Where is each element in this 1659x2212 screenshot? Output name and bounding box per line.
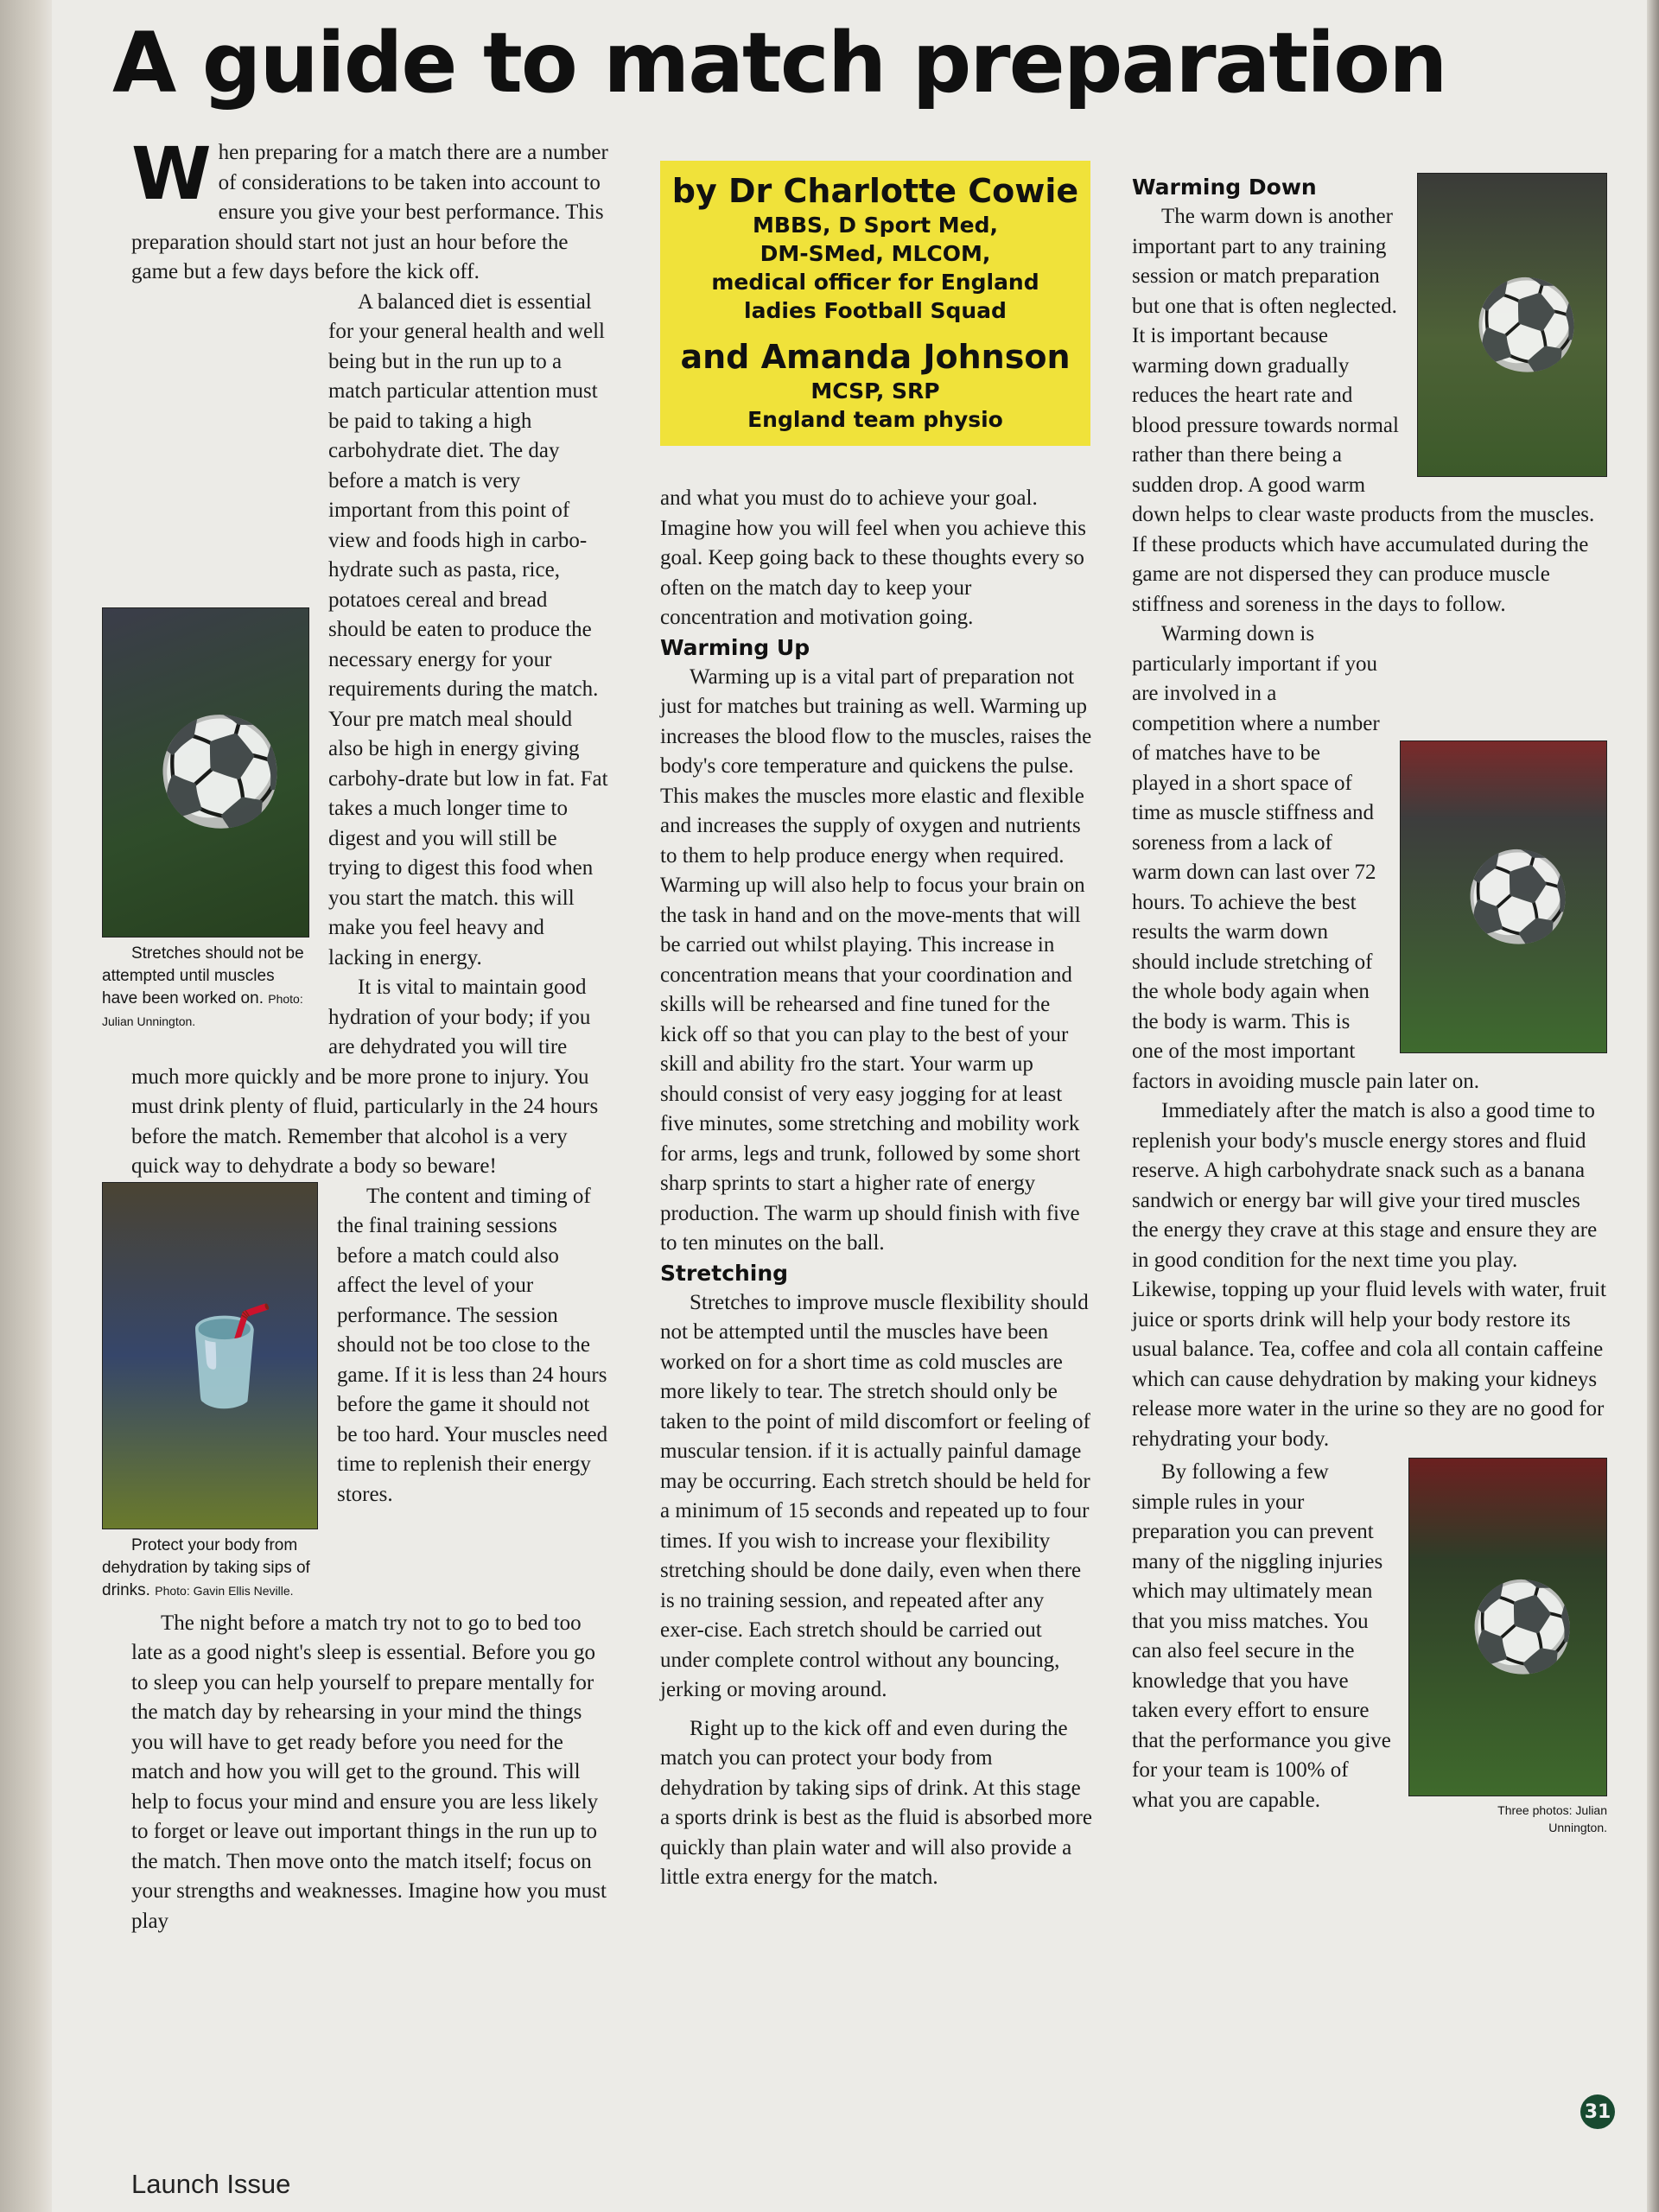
photo1-block xyxy=(102,607,309,1033)
photo-player-drinking xyxy=(102,1182,318,1529)
byline-author-1: by Dr Charlotte Cowie xyxy=(671,172,1079,210)
byline-credentials-2: DM-SMed, MLCOM, xyxy=(760,241,991,266)
stretching-player-icon: ⚽ xyxy=(1464,845,1573,947)
column-1 xyxy=(102,131,608,1936)
photo-warm-down-3 xyxy=(1408,1458,1607,1796)
col1-p4-text: The content and timing of the final training sessions before a match could also affect the level of your performance. The session should not be too close to the game. If it is less than 24 hours before the game it should not be too hard. Your muscles need time to replenish their energy stores. xyxy=(337,1184,608,1506)
col3-paragraph-2 xyxy=(1132,620,1607,1096)
column-2 xyxy=(660,484,1092,1893)
photo2-caption: Protect your body from dehydration by taking sips of drinks. Photo: Gavin Ellis Neville. xyxy=(102,1535,310,1599)
drop-cap: W xyxy=(131,131,212,216)
col2-paragraph-4: Right up to the kick off and even during the match you can protect your body from dehydration by taking sips of drink. At this stage a sports drink is best as the fluid is absorbed more quickly than plain water and will also provide a little extra energy for the match. xyxy=(660,1716,1092,1889)
page-number-badge: 31 xyxy=(1580,2094,1615,2129)
col3-paragraph-1 xyxy=(1132,202,1607,620)
drink-bottle-icon: 🥤 xyxy=(165,1300,284,1411)
col3-p1-text: The warm down is another important part to any training session or match preparation but one that is often neglected. It is important because warming down gradually reduces the heart rate and blood pressure towards normal rather than there being a sudden drop. A good warm down helps to clear waste products from the muscles. If these products which have accumulated during the game are not dispersed they can produce muscle stiffness and soreness in the days to follow. xyxy=(1132,205,1595,616)
heading-stretching: Stretching xyxy=(660,1260,789,1286)
byline-role-3: England team physio xyxy=(747,407,1003,432)
col1-paragraph-5: The night before a match try not to go to bed too late as a good night's sleep is essential. Before you go to sleep you can help yourself to prepare mentally for the match day by rehearsing in your mind the things you will have to get ready before you need for the match and how you will get to the ground. This will help to focus your mind and ensure you are less likely to forget or leave out important things in the run up to the match. Then move onto the match itself; focus on your strengths and weaknesses. Imagine how you must play xyxy=(131,1611,607,1933)
photo-warm-down-1 xyxy=(1417,173,1607,477)
col3-paragraph-3: Immediately after the match is also a good time to replenish your body's muscle energy stores and fluid reserve. A high carbohydrate snack such as a banana sandwich or energy bar will give your tired muscles the energy they crave at this stage and ensure they are in good condition for the next time you play. Likewise, topping up your fluid levels with water, fruit juice or sports drink will help your body restore its usual balance. Tea, coffee and cola all contain caffeine which can cause dehydration by making your kidneys release more water in the urine so they are no good for rehydrating your body. xyxy=(1132,1099,1606,1451)
col3-p4-text: By following a few simple rules in your preparation you can prevent many of the niggling injuries which may ultimately mean that you miss matches. You can also feel secure in the knowledge that you have taken every effort to ensure that the performance you give for your team is 100% of what you are capable. xyxy=(1132,1460,1391,1812)
photo2-credit: Photo: Gavin Ellis Neville. xyxy=(155,1583,294,1598)
photo1-caption: Stretches should not be attempted until muscles have been worked on. Photo: Julian Unnington. xyxy=(102,944,304,1028)
page-edge xyxy=(1647,0,1659,2212)
col3-paragraph-4 xyxy=(1132,1458,1607,1834)
photo3-credit: Three photos: Julian Unnington. xyxy=(1497,1803,1607,1834)
page-gutter xyxy=(0,0,52,2212)
heading-warming-down: Warming Down xyxy=(1132,175,1317,200)
kicking-player-icon: ⚽ xyxy=(1472,273,1581,375)
byline-box xyxy=(660,161,1090,446)
kicking-player-icon-2: ⚽ xyxy=(1468,1575,1577,1677)
col1-paragraph-2 xyxy=(102,288,608,1028)
byline-role-2: ladies Football Squad xyxy=(744,298,1007,323)
col2-paragraph-3: Stretches to improve muscle flexibility should not be attempted until the muscles have been worked on for a short time as cold muscles are more likely to tear. The stretch should only be taken to the point of mild discomfort or feeling of muscular tension. if it is actually painful damage may be occurring. Each stretch should be held for a minimum of 15 seconds and repeated up to four times. If you wish to increase your flexibility stretching should be done daily, even when there is no training session, and repeated after any exer-cise. Each stretch should be carried out under complete control without any bouncing, jerking or moving around. xyxy=(660,1290,1090,1701)
byline-author-2: and Amanda Johnson xyxy=(680,338,1071,376)
column-3 xyxy=(1132,173,1607,1841)
byline-role-1: medical officer for England xyxy=(711,270,1039,295)
heading-warming-up: Warming Up xyxy=(660,634,810,660)
player-figure-icon: ⚽ xyxy=(156,711,285,832)
photo1-credit: Photo: Julian Unnington. xyxy=(102,991,303,1028)
col1-p2-text: A balanced diet is essential for your general health and well being but in the run up to a match particular attention must be paid to taking a high carbohydrate diet. The day before a match is very important from this point of view and foods high in carbo-hydrate such as pasta, rice, potatoes cereal and bread should be eaten to produce the necessary energy for your requirements during the match. Your pre match meal should also be high in energy giving carbohy-drate but low in fat. Fat takes a much longer time to digest and you will still be trying to digest this food when you start the match. this will make you feel heavy and lacking in energy. xyxy=(328,289,608,969)
col2-paragraph-1: and what you must do to achieve your goal. Imagine how you will feel when you achieve this goal. Keep going back to these thoughts every so often on the match day to keep your concentration and motivation going. xyxy=(660,486,1086,629)
byline-credentials-3: MCSP, SRP xyxy=(810,378,940,404)
col1-paragraph-3: It is vital to maintain good hydration of your body; if you are dehydrated you will tire much more quickly and be more prone to injury. You must drink plenty of fluid, particularly in the 24 hours before the match. Remember that alcohol is a very quick way to dehydrate a body so beware! xyxy=(131,976,599,1178)
footer-issue-label: Launch Issue xyxy=(131,2169,291,2199)
col1-p1-text: hen preparing for a match there are a number of considerations to be taken into account to ensure you give your best performance. This preparation should start not just an hour before the game but a few days before the kick off. xyxy=(131,141,608,283)
col1-paragraph-4 xyxy=(102,1182,608,1599)
photo3-block xyxy=(1408,1458,1607,1836)
col1-paragraph-1 xyxy=(131,131,608,288)
col2-paragraph-2: Warming up is a vital part of preparation not just for matches but training as well. Warming up increases the blood flow to the muscles, raises the body's core temperature and quickens the pulse. This makes the muscles more elastic and flexible and increases the supply of oxygen and nutrients to them to help produce energy when required. Warming up will also help to focus your brain on the task in hand and on the move-ments that will be carried out whilst playing. This increase in concentration means that your coordination and skills will be rehearsed and fine tuned for the kick off so that you can play to the best of your skill and ability fro the start. Your warm up should consist of very easy jogging for at least five minutes, some stretching and mobility work for arms, legs and trunk, followed by some short sharp sprints to start a higher rate of energy production. The warm up should finish with five to ten minutes on the ball. xyxy=(660,664,1092,1255)
byline-credentials-1: MBBS, D Sport Med, xyxy=(753,213,998,238)
photo-warm-down-2 xyxy=(1400,741,1607,1053)
photo2-block xyxy=(102,1182,318,1602)
article-title: A guide to match preparation xyxy=(112,15,1446,111)
col3-p2-text: Warming down is particularly important if you are involved in a competition where a number of matches have to be played in a short space of time as muscle stiffness and soreness from a lack of warm down can last over 72 hours. To achieve the best results the warm down should include stretching of the whole body again when the body is warm. This is one of the most important factors in avoiding muscle pain later on. xyxy=(1132,622,1479,1093)
photo-player-stretching xyxy=(102,607,309,938)
